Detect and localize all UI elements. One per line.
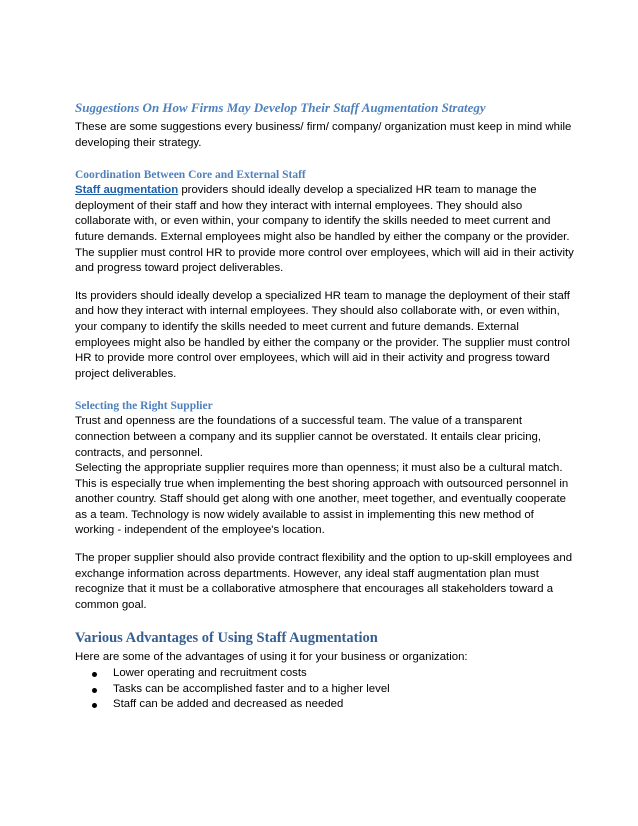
bullet-icon [92,688,97,693]
spacer [75,382,575,398]
section-heading-coordination: Coordination Between Core and External Staff [75,169,306,182]
section-heading-supplier: Selecting the Right Supplier [75,400,213,413]
supplier-paragraph-1: Trust and openness are the foundations of a successful team. The value of a transparent connection between a company and its supplier cannot be overstated. It entails clear pricing, contracts, and personnel. [75,415,542,459]
advantages-intro: Here are some of the advantages of using it for your business or organization: [75,651,468,664]
spacer [75,151,575,167]
supplier-paragraph-3: The proper supplier should also provide contract flexibility and the option to up-skill employees and exchange information across departments. However, any ideal staff augmentation plan must recognize that it must be a collaborative atmosphere that encourages all stakeholders toward a common goal. [75,552,573,611]
intro-paragraph: These are some suggestions every business/ firm/ company/ organization must keep in mind while developing their strategy. [75,121,572,149]
list-item: Staff can be added and decreased as needed [75,697,575,713]
bullet-icon [92,703,97,708]
supplier-paragraph-2: Selecting the appropriate supplier requires more than openness; it must also be a cultural match. This is especially true when implementing the best shoring approach with outsourced personnel in another country. Staff should get along with one another, meet together, and eventually cooperate as a team. Technology is now widely available to assist in implementing this new method of working - independent of the employee's location. [75,462,569,537]
coordination-paragraph-2: Its providers should ideally develop a specialized HR team to manage the deployment of their staff and how they interact with internal employees. They should also collaborate with, or even within, your company to identify the skills needed to meet current and future demands. External employees might also be handled by either the company or the provider. The supplier must control HR to provide more control over employees, which will aid in their activity and progress toward project deliverables. [75,289,570,380]
page-title: Suggestions On How Firms May Develop Their Staff Augmentation Strategy [75,100,486,115]
coordination-paragraph-1-text: providers should ideally develop a specialized HR team to manage the deployment of their staff and how they interact with internal employees. They should also collaborate with, or even within, your company to identify the skills needed to meet current and future demands. External employees might also be handled by either the company or the provider. The supplier must control HR to provide more control over employees, which will aid in their activity and progress toward project deliverables. [75,184,574,275]
spacer [75,613,575,629]
list-item: Tasks can be accomplished faster and to a higher level [75,682,575,698]
spacer [75,277,575,289]
coordination-paragraph-1 [75,183,575,277]
advantages-list [75,666,575,713]
list-item: Lower operating and recruitment costs [75,666,575,682]
staff-augmentation-link[interactable]: Staff augmentation [75,184,179,197]
section-heading-advantages: Various Advantages of Using Staff Augmentation [75,630,378,647]
spacer [75,539,575,551]
bullet-icon [92,672,97,677]
document-body [75,100,575,713]
